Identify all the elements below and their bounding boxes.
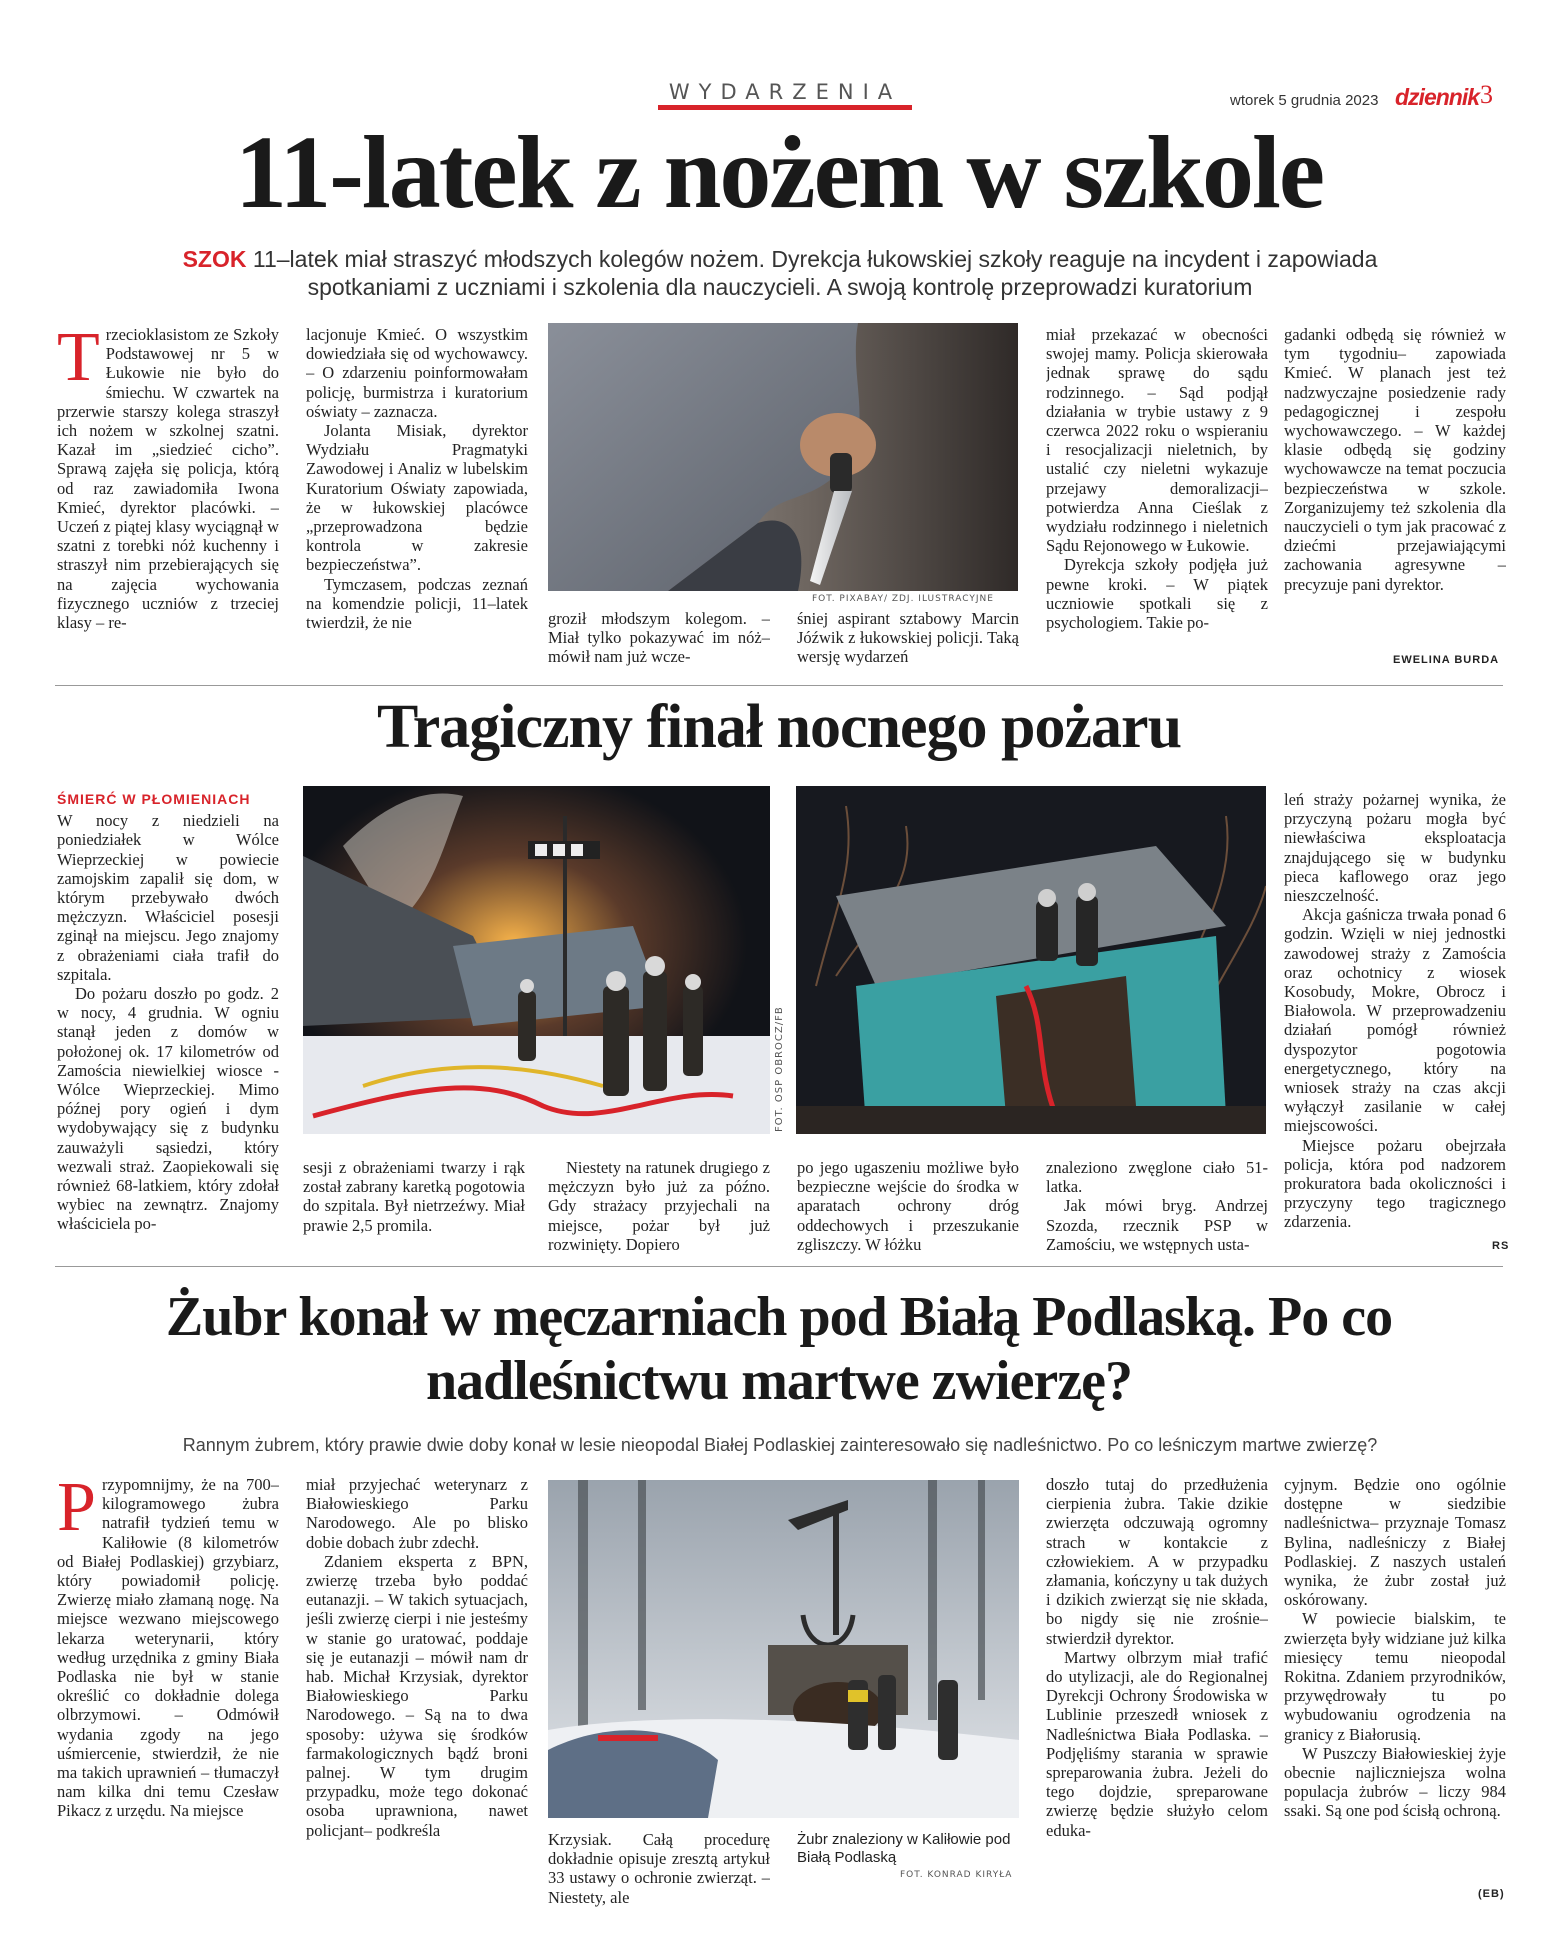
separator-1 [55, 685, 1503, 686]
article1-column-2 [306, 325, 528, 668]
article3-col6-p3: W Puszczy Białowieskiej żyje obecnie najliczniejsza wolna populacja żubrów – liczy 984 ssaki. Są one pod ścisłą ochroną. [1284, 1743, 1506, 1821]
knife-photo [548, 323, 1018, 591]
article3-col5-p2: Martwy olbrzym miał trafić do utylizacji, ale do Regionalnej Dyrekcji Ochrony Środowiska w Lublinie przeszedł wniosek z Nadleśnictwa Biała Podlaska. – Podjęliśmy starania w sprawie spreparowania żubra. Jeżeli do tego dojdzie, spreparowane zwierzę będzie służyło celom eduka- [1046, 1647, 1268, 1840]
article3-column-6 [1284, 1475, 1506, 1855]
article1-headline: 11-latek z nożem w szkole [234, 115, 1323, 230]
fire-photo-1 [303, 786, 770, 1134]
burned-house-illustration [796, 786, 1266, 1134]
article1-signature: EWELINA BURDA [1393, 654, 1500, 666]
article3-lead: Rannym żubrem, który prawie dwie doby konał w lesie nieopodal Białej Podlaskiej zainteresowało się nadleśnictwo. Po co leśniczym martwe zwierzę? [182, 1435, 1378, 1455]
article1-column-5 [1046, 325, 1268, 668]
article1-col2-p2: Jolanta Misiak, dyrektor Wydziału Pragmatyki Zawodowej i Analiz w lubelskim Kuratorium Oświaty zapowiada, że w łukowskiej placówce „przeprowadzona będzie kontrola w zakresie bezpieczeństwa”. [306, 421, 528, 575]
article3-column-1 [57, 1475, 279, 1865]
article2-column-4 [797, 1158, 1019, 1258]
article2-column-5 [1046, 1158, 1268, 1258]
article1-column-6 [1284, 325, 1506, 650]
article2-col1-p2: Do pożaru doszło po godz. 2 w nocy, 4 grudnia. W ogniu stanął jeden z domów w położonej ok. 17 kilometrów od Zamościa niewielkiej wiosce - Wólce Wieprzeckiej. Mimo późnej pory ogień i dym wydobywający się z budynku zauważyli sąsiedzi, który wezwali straż. Zaopiekowali się również 68-latkiem, który zdołał wybiec na zewnątrz. Znajomy właściciela po- [57, 984, 279, 1234]
article1-col2-p1: lacjonuje Kmieć. O wszystkim dowiedziała się od wychowawcy. – O zdarzeniu poinformowałam policję, burmistrza i kuratorium oświaty – zaznacza. [306, 325, 528, 421]
article1-col5-p2: Dyrekcja szkoły podjęła już pewne kroki. – W piątek uczniowie spotkali się z psychologiem. Takie po- [1046, 555, 1268, 633]
article2-column-6 [1284, 790, 1506, 1254]
article1-col1-text: rzecioklasistom ze Szkoły Podstawowej nr 5 w Łukowie nie było do śmiechu. W czwartek na przerwie starszy kolega straszył ich nożem w szkolnej szatni. Kazał im „siedzieć cicho”. Sprawą zajęła się policja, którą od raz zawiadomiła Iwona Kmieć, dyrektor placówki. – Uczeń z piątej klasy wyciągnął w szatni z torebki nóż kuchenny i straszył nim przebierających się na zajęcia wychowania fizycznego uczniów z trzeciej klasy – re- [57, 325, 279, 633]
article3-headline-line2: nadleśnictwu martwe zwierzę? [425, 1350, 1132, 1412]
article2-signature: RS [1492, 1240, 1510, 1252]
article1-kicker: SZOK [182, 246, 247, 272]
article2-col2-text: sesji z obrażeniami twarzy i rąk został zabrany karetką pogotowia do szpitala. Był nietrzeźwy. Miał prawie 2,5 promila. [303, 1158, 525, 1235]
article1-col4-text: śniej aspirant sztabowy Marcin Jóźwik z łukowskiej policji. Taką wersję wydarzeń [797, 609, 1019, 667]
article2-col4-text: po jego ugaszeniu możliwe było bezpieczne wejście do środka w aparatach ochrony dróg oddechowych i przeszukanie zgliszczy. W łóżku [797, 1158, 1019, 1254]
article1-column-1 [57, 325, 279, 668]
article3-col2-p2: Zdaniem eksperta z BPN, zwierzę trzeba było poddać eutanazji. – W takich sytuacjach, jeśli zwierzę cierpi i nie jesteśmy w stanie go uratować, poddaje się je eutanazji – mówił nam dr hab. Michał Krzysiak, dyrektor Białowieskiego Parku Narodowego. – Są na to dwa sposoby: używa się środków farmakologicznych bądź broni palnej. W tym drugim przypadku, może tego dokonać osoba uprawniona, nawet policjant– podkreśla [306, 1551, 528, 1840]
article3-headline-line1: Żubr konał w męczarniach pod Białą Podlaską. Po co [165, 1286, 1393, 1348]
article1-dropcap: T [57, 325, 100, 396]
section-label: WYDARZENIA [668, 80, 902, 104]
article1-lead-line1: 11–latek miał straszyć młodszych kolegów nożem. Dyrekcja łukowskiej szkoły reaguje na incydent i zapowiada [252, 246, 1378, 272]
page-number: 3 [1480, 80, 1493, 109]
article2-col5-p2: Jak mówi bryg. Andrzej Szozda, rzecznik PSP w Zamościu, we wstępnych usta- [1046, 1196, 1268, 1254]
knife-illustration [548, 323, 1018, 591]
article2-col6-p1: leń straży pożarnej wynika, że przyczyną pożaru mogła być niewłaściwa eksploatacja znajdującego się w budynku pieca kaflowego oraz jego nieszczelność. [1284, 790, 1506, 906]
article2-column-2 [303, 1158, 525, 1258]
article3-dropcap: P [57, 1475, 96, 1546]
article2-column-1 [57, 790, 279, 1255]
article3-signature: (EB) [1478, 1888, 1505, 1900]
article1-lead [60, 245, 1500, 301]
article3-column-3 [548, 1830, 770, 1910]
article2-col3-text: Niestety na ratunek drugiego z mężczyzn było już za późno. Gdy strażacy przyjechali na miejsce, pożar był już rozwinięty. Dopiero [548, 1158, 770, 1254]
article2-kicker: ŚMIERĆ W PŁOMIENIACH [57, 791, 251, 807]
bison-removal-illustration [548, 1480, 1019, 1818]
article2-col1-p1: W nocy z niedzieli na poniedziałek w Wólce Wieprzeckiej w powiecie zamojskim zapalił się dom, w którym przebywało dwóch mężczyzn. Właściciel posesji zginął na miejscu. Jego znajomy z obrażeniami ciała trafił do szpitala. [57, 811, 279, 984]
article3-col2-p1: miał przyjechać weterynarz z Białowieskiego Parku Narodowego. Ale po blisko dobie dobach żubr zdechł. [306, 1475, 528, 1552]
article2-photo-credit: FOT. OSP OBROCZ/FB [774, 1006, 785, 1132]
article2-col5-p1: znaleziono zwęglone ciało 51-latka. [1046, 1158, 1268, 1197]
article2-col6-p3: Miejsce pożaru obejrzała policja, która pod nadzorem prokuratora bada okoliczności i przyczyny tego tragicznego zdarzenia. [1284, 1135, 1506, 1232]
article3-col3-text: Krzysiak. Całą procedurę dokładnie opisuje zresztą artykuł 33 ustawy o ochronie zwierząt. – Niestety, ale [548, 1830, 770, 1907]
bison-photo [548, 1480, 1019, 1818]
article1-col6-text: gadanki odbędą się również w tym tygodniu– zapowiada Kmieć. W planach jest też nadzwyczajne posiedzenie rady pedagogicznej i zespołu wychowawczego. – W każdej klasie odbędą się godziny wychowawcze na temat poczucia bezpieczeństwa w szkole. Zorganizujemy też szkolenia dla nauczycieli o tym jak pracować z dziećmi przejawiającymi zachowania agresywne –precyzuje pani dyrektor. [1284, 325, 1506, 594]
article1-lead-line2: spotkaniami z uczniami i szkolenia dla nauczycieli. A swoją kontrolę przeprowadzi kuratorium [307, 274, 1253, 300]
fire-scene-illustration [303, 786, 770, 1134]
article2-col6-p2: Akcja gaśnicza trwała ponad 6 godzin. Wzięli w niej jednostki zawodowej straży z Zamościa oraz ochotnicy z wiosek Kosobudy, Mokre, Obrocz i Białowola. W przeprowadzeniu działań pomógł również dyspozytor pogotowia energetycznego, który na wniosek straży na czas akcji wyłączył zasilanie w całej miejscowości. [1284, 905, 1506, 1136]
article2-column-3 [548, 1158, 770, 1258]
article3-photo-caption: Żubr znaleziony w Kaliłowie pod Białą Podlaską [797, 1831, 1011, 1866]
separator-2 [55, 1266, 1503, 1267]
article3-column-5 [1046, 1475, 1268, 1875]
article1-col5-p1: miał przekazać w obecności swojej mamy. Policja skierowała jednak sprawę do sądu rodzinnego. – Sąd podjął działania w trybie ustawy z 9 czerwca 2022 roku o wspieraniu i resocjalizacji nieletnich, by ustalić czy nieletni wykazuje przejawy demoralizacji– potwierdza Anna Cieślak z wydziału rodzinnego i nieletnich Sądu Rejonowego w Łukowie. [1046, 325, 1268, 556]
article1-column-4 [797, 609, 1019, 669]
section-rule [658, 105, 912, 110]
article3-col5-p1: doszło tutaj do przedłużenia cierpienia żubra. Takie dzikie zwierzęta odczuwają ogromny strach w kontakcie z człowiekiem. A w przypadku złamania, kończyny u tak dużych i dzikich zwierząt się nie składa, bo nigdy się nie zrośnie– stwierdził dyrektor. [1046, 1475, 1268, 1648]
issue-date: wtorek 5 grudnia 2023 [1230, 92, 1379, 109]
newspaper-logo: dziennik [1395, 84, 1480, 110]
article2-headline: Tragiczny finał nocnego pożaru [376, 693, 1182, 761]
article3-col1-text: rzypomnijmy, że na 700–kilogramowego żubra natrafił tydzień temu w Kaliłowie (8 kilometrów od Białej Podlaskiej) grzybiarz, który powiadomił policję. Zwierzę miało złamaną nogę. Na miejsce wezwano miejscowego lekarza weterynarii, który według urzędnika z gminy Biała Podlaska nie był w stanie określić co dokładnie dolega olbrzymowi. – Odmówił wydania zgody na jego uśmiercenie, stwierdził, że nie ma takich uprawnień – tłumaczył nam kilka dni temu Czesław Pikacz z urzędu. Na miejsce [57, 1475, 279, 1821]
article3-col6-p1: cyjnym. Będzie ono ogólnie dostępne w siedzibie nadleśnictwa– przyznaje Tomasz Bylina, nadleśniczy z Białej Podlaskiej. Z naszych ustaleń wynika, że żubr został już oskórowany. [1284, 1475, 1506, 1610]
article1-photo-credit: FOT. PIXABAY/ ZDJ. ILUSTRACYJNE [812, 594, 994, 604]
article3-headline [0, 1285, 1558, 1413]
fire-photo-2 [796, 786, 1266, 1134]
article3-photo-credit: FOT. KONRAD KIRYŁA [900, 1870, 1013, 1880]
article1-col3-text: groził młodszym kolegom. – Miał tylko pokazywać im nóż– mówił nam już wcze- [548, 609, 770, 667]
article3-column-2 [306, 1475, 528, 1865]
article1-column-3 [548, 609, 770, 669]
article3-col6-p2: W powiecie bialskim, te zwierzęta były widziane już kilka miesięcy temu nieopodal Rokitna. Zdaniem przyrodników, przywędrowały tu po wybudowaniu ogrodzenia na granicy z Białorusią. [1284, 1609, 1506, 1744]
article1-col2-p3: Tymczasem, podczas zeznań na komendzie policji, 11–latek twierdził, że nie [306, 574, 528, 633]
